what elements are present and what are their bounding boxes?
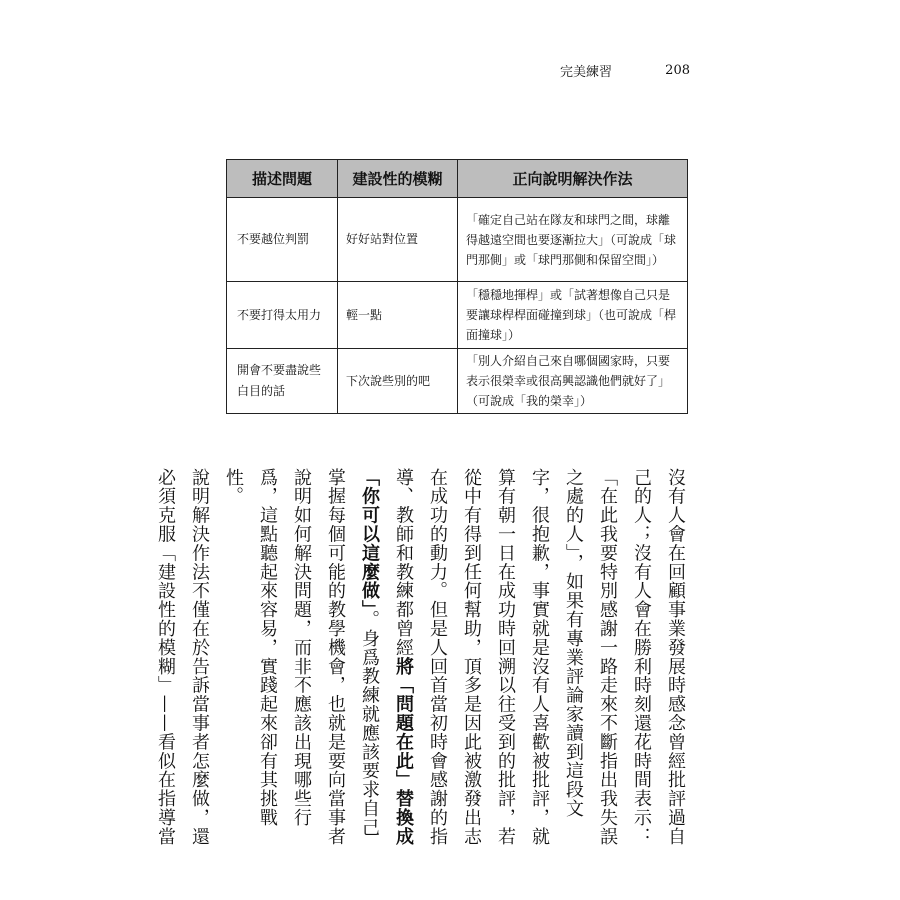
positive-cell: 「確定自己站在隊友和球門之間，球離得越遠空間也要逐漸拉大」（可說成「球門那側」或「球門那側和保留空間」） (458, 198, 688, 282)
table-row (227, 198, 688, 282)
paragraph: 說明解決作法不僅在於告訴當事者怎麼做，還必須克服「建設性的模糊」——看似在指導當 (155, 467, 210, 846)
table-row (227, 282, 688, 349)
paragraph (216, 448, 692, 848)
table-header-row (227, 160, 688, 198)
vague-cell: 下次說些別的吧 (338, 349, 458, 414)
paragraph-text: 沒有人會在回顧事業發展時感念曾經批評過自己的人；沒有人會在勝利時刻還花時間表示：「在此我要特別感謝一路走來不斷指出我失誤之處的人」，如果有專業評論家讀到這段文字，很抱歉，事實就是沒有人喜歡被批評，就算有朝一日在成功時回溯以往受到的批評，若從中有得到任何幫助，頂多是因此被激發出志在成功的動力。但是人回首當初時會感謝的指導、教師和教練都曾經 (393, 467, 686, 846)
problem-cell: 不要打得太用力 (227, 282, 338, 349)
emphasis-text: 將「問題在此」替換成「你可以這麼做」 (359, 467, 414, 846)
problem-cell: 不要越位判罰 (227, 198, 338, 282)
positive-cell: 「穩穩地揮桿」或「試著想像自己只是要讓球桿桿面碰撞到球」（也可說成「桿面撞球」） (458, 282, 688, 349)
book-title: 完美練習 (560, 64, 613, 80)
running-head (560, 60, 690, 80)
column-header: 描述問題 (227, 160, 338, 198)
column-header: 建設性的模糊 (338, 160, 458, 198)
comparison-table (226, 159, 688, 414)
problem-cell: 開會不要盡說些白目的話 (227, 349, 338, 414)
paragraph-text: 。身爲教練就應該要求自己掌握每個可能的教學機會，也就是要向當事者說明如何解決問題，而非不應該出現哪些行爲，這點聽起來容易，實踐起來卻有其挑戰性。 (223, 467, 380, 846)
vague-cell: 輕一點 (338, 282, 458, 349)
vague-cell: 好好站對位置 (338, 198, 458, 282)
column-header: 正向說明解決作法 (458, 160, 688, 198)
body-text (155, 448, 692, 848)
table-row (227, 349, 688, 414)
page-number: 208 (665, 62, 690, 78)
positive-cell: 「別人介紹自己來自哪個國家時，只要表示很榮幸或很高興認識他們就好了」（可說成「我的榮幸」） (458, 349, 688, 414)
